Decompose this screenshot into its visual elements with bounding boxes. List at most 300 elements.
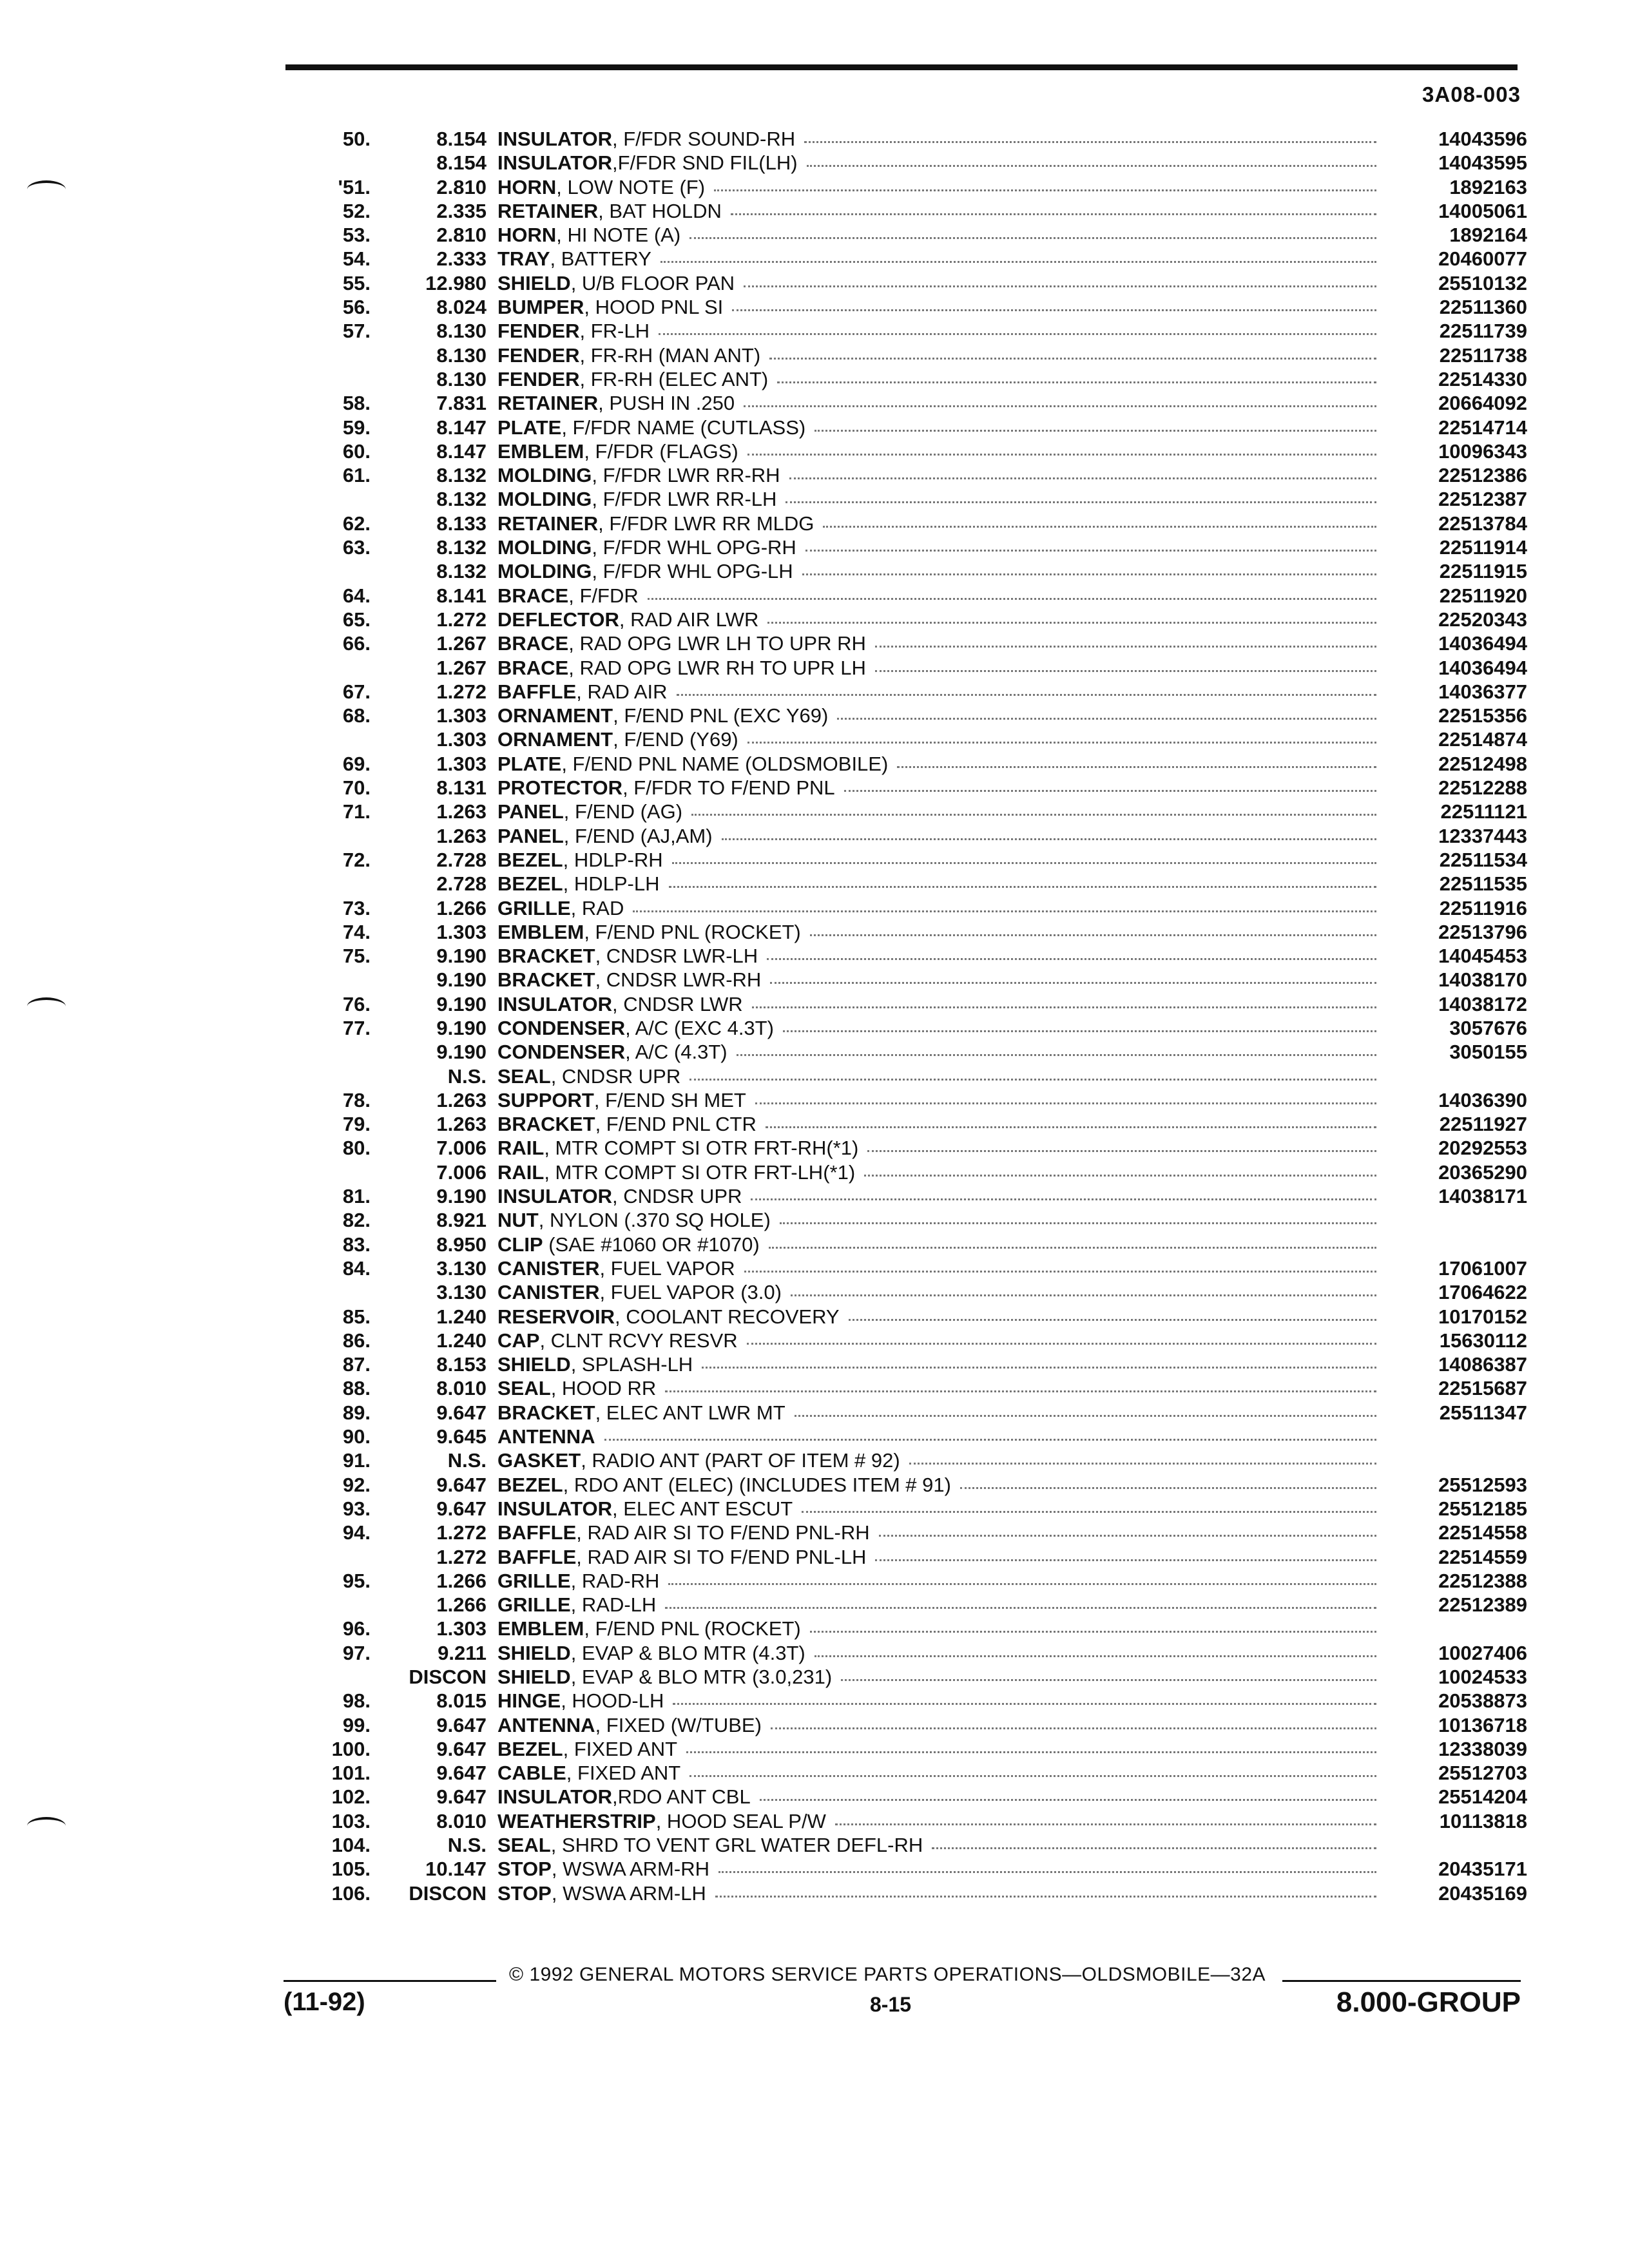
header-rule: [285, 64, 1518, 70]
illustration-reference: 8.950: [436, 1233, 487, 1256]
parts-row: [284, 343, 1527, 367]
dot-leader: [875, 656, 1376, 672]
part-description: [497, 1473, 1385, 1497]
part-name: [497, 1088, 755, 1112]
part-name-text: SEAL: [497, 1834, 551, 1857]
part-name: [497, 151, 807, 175]
part-description: [497, 367, 1385, 391]
part-qualifier: ,RDO ANT CBL: [612, 1785, 751, 1809]
part-qualifier: , F/END SH MET: [593, 1088, 746, 1111]
part-description: [497, 343, 1385, 367]
parts-list: [284, 127, 1527, 1905]
part-name: [497, 968, 770, 992]
part-qualifier: , RAD AIR SI TO F/END PNL-RH: [576, 1521, 870, 1544]
part-name-text: INSULATOR: [497, 128, 612, 150]
part-name: [497, 1737, 686, 1761]
dot-leader: [769, 1233, 1376, 1249]
binder-hole-mark: [27, 1817, 66, 1835]
illustration-reference: 9.190: [436, 1016, 487, 1039]
illustration-reference: N.S.: [447, 1449, 487, 1472]
parts-row: [284, 175, 1527, 199]
part-description: [497, 1376, 1385, 1400]
part-number: 15630112: [1439, 1329, 1527, 1352]
parts-row: [284, 1761, 1527, 1785]
item-number: 53.: [342, 224, 371, 247]
item-number: 62.: [342, 512, 371, 535]
part-description: [497, 1593, 1385, 1617]
item-number: 101.: [331, 1762, 371, 1785]
part-description: [497, 1448, 1385, 1472]
part-qualifier: , RADIO ANT (PART OF ITEM # 92): [581, 1449, 900, 1472]
illustration-reference: 8.130: [436, 343, 487, 367]
dot-leader: [864, 1160, 1376, 1177]
part-name: [497, 704, 837, 727]
part-name-text: GRILLE: [497, 1593, 571, 1617]
part-name: [497, 656, 875, 680]
parts-row: [284, 1064, 1527, 1088]
dot-leader: [879, 1521, 1376, 1537]
part-description: [497, 680, 1385, 704]
part-qualifier: , FR-LH: [579, 320, 650, 343]
item-number: 75.: [342, 945, 371, 968]
illustration-reference: 8.153: [436, 1353, 487, 1376]
part-name-text: SEAL: [497, 1377, 551, 1400]
part-name: [497, 872, 669, 896]
part-number: 22511915: [1439, 560, 1527, 583]
part-description: [497, 848, 1385, 872]
part-name: [497, 1497, 802, 1521]
part-description: [497, 1833, 1385, 1857]
binder-hole-mark: [27, 180, 66, 198]
part-name-text: BRACKET: [497, 1113, 595, 1136]
part-qualifier: , F/END (AJ,AM): [563, 824, 713, 847]
part-qualifier: , RAD AIR SI TO F/END PNL-LH: [576, 1545, 867, 1568]
part-name: [497, 1305, 849, 1329]
illustration-reference: 2.728: [436, 872, 487, 896]
part-description: [497, 1136, 1385, 1160]
part-number: 22511914: [1439, 536, 1527, 559]
parts-row: [284, 920, 1527, 944]
part-qualifier: , F/FDR NAME (CUTLASS): [561, 416, 806, 439]
part-qualifier: , FUEL VAPOR (3.0): [599, 1281, 782, 1304]
dot-leader: [810, 920, 1376, 936]
part-description: [497, 1545, 1385, 1569]
part-qualifier: , SPLASH-LH: [570, 1353, 693, 1376]
illustration-reference: 9.190: [436, 992, 487, 1015]
part-qualifier: , FIXED ANT: [566, 1762, 681, 1785]
part-qualifier: , HOOD PNL SI: [584, 296, 724, 319]
part-qualifier: , FR-RH (MAN ANT): [579, 343, 761, 367]
part-description: [497, 1088, 1385, 1112]
part-description: [497, 1208, 1385, 1232]
part-name: [497, 1256, 744, 1280]
dot-leader: [604, 1425, 1376, 1441]
part-description: [497, 631, 1385, 655]
part-number: 22514874: [1438, 728, 1527, 751]
illustration-reference: 1.240: [436, 1329, 487, 1352]
part-qualifier: , RDO ANT (ELEC) (INCLUDES ITEM # 91): [563, 1473, 951, 1496]
parts-row: [284, 608, 1527, 631]
dot-leader: [849, 1305, 1376, 1321]
item-number: 106.: [331, 1881, 371, 1905]
part-qualifier: (SAE #1060 OR #1070): [543, 1233, 760, 1256]
part-name: [497, 1761, 689, 1785]
part-qualifier: , CNDSR LWR: [612, 992, 743, 1015]
part-number: 17064622: [1438, 1281, 1527, 1304]
item-number: 71.: [342, 800, 371, 823]
dot-leader: [660, 247, 1376, 263]
part-name: [497, 1425, 604, 1448]
part-name: [497, 223, 689, 247]
part-qualifier: , A/C (EXC 4.3T): [625, 1016, 774, 1039]
part-number: 25510132: [1438, 271, 1527, 294]
part-number: 20460077: [1438, 247, 1527, 271]
part-qualifier: , RAD AIR LWR: [619, 608, 759, 631]
part-description: [497, 1497, 1385, 1521]
part-description: [497, 1184, 1385, 1208]
part-name-text: ORNAMENT: [497, 704, 613, 727]
part-number: 22515687: [1438, 1377, 1527, 1400]
illustration-reference: 9.190: [436, 968, 487, 992]
part-qualifier: , F/END PNL (ROCKET): [584, 1617, 801, 1640]
parts-row: [284, 463, 1527, 487]
item-number: 86.: [342, 1329, 371, 1352]
part-description: [497, 1665, 1385, 1689]
part-name: [497, 584, 648, 608]
item-number: 99.: [342, 1713, 371, 1736]
parts-row: [284, 1425, 1527, 1448]
part-description: [497, 1761, 1385, 1785]
illustration-reference: 9.645: [436, 1425, 487, 1448]
part-name-text: ORNAMENT: [497, 728, 613, 751]
dot-leader: [771, 1713, 1376, 1729]
part-name-text: INSULATOR: [497, 1497, 612, 1520]
part-number: 22511121: [1440, 800, 1527, 823]
part-description: [497, 1881, 1385, 1905]
part-qualifier: , F/FDR LWR RR-LH: [592, 488, 777, 511]
document-code: 3A08-003: [1422, 82, 1521, 106]
part-qualifier: , CLNT RCVY RESVR: [539, 1329, 738, 1352]
part-number: 22511535: [1439, 872, 1527, 896]
dot-leader: [732, 295, 1376, 311]
part-name: [497, 416, 815, 439]
part-name-text: BRACKET: [497, 968, 595, 992]
part-description: [497, 512, 1385, 535]
dot-leader: [844, 776, 1376, 792]
part-qualifier: , F/FDR WHL OPG-RH: [592, 536, 796, 559]
item-number: 82.: [342, 1209, 371, 1232]
item-number: 55.: [342, 271, 371, 294]
part-qualifier: , CNDSR LWR-RH: [595, 968, 762, 992]
dot-leader: [780, 1208, 1376, 1224]
parts-row: [284, 1737, 1527, 1761]
parts-row: [284, 1857, 1527, 1881]
dot-leader: [715, 1881, 1376, 1898]
illustration-reference: 8.132: [436, 464, 487, 487]
part-number: 22512498: [1438, 752, 1527, 775]
illustration-reference: 7.831: [436, 392, 487, 415]
illustration-reference: 9.190: [436, 1185, 487, 1208]
dot-leader: [747, 727, 1376, 744]
parts-row: [284, 535, 1527, 559]
part-name: [497, 319, 659, 343]
part-qualifier: , ELEC ANT LWR MT: [595, 1401, 786, 1424]
part-name: [497, 1473, 960, 1497]
part-number: 20664092: [1438, 392, 1527, 415]
parts-row: [284, 968, 1527, 992]
part-number: 20435169: [1438, 1881, 1527, 1905]
illustration-reference: 9.190: [436, 945, 487, 968]
item-number: 54.: [342, 247, 371, 271]
parts-row: [284, 727, 1527, 751]
part-qualifier: , HDLP-LH: [563, 872, 660, 896]
dot-leader: [669, 872, 1377, 888]
part-number: 1892163: [1449, 175, 1527, 198]
part-number: 22515356: [1438, 704, 1527, 727]
parts-row: [284, 1305, 1527, 1329]
part-name-text: MOLDING: [497, 488, 592, 511]
illustration-reference: 1.266: [436, 1593, 487, 1617]
item-number: 56.: [342, 296, 371, 319]
parts-row: [284, 1329, 1527, 1352]
illustration-reference: 8.147: [436, 416, 487, 439]
part-name-text: RAIL: [497, 1160, 545, 1184]
part-name: [497, 631, 875, 655]
part-name-text: FENDER: [497, 367, 580, 390]
part-name-text: BEZEL: [497, 1737, 563, 1760]
parts-row: [284, 872, 1527, 896]
dot-leader: [686, 1737, 1376, 1753]
part-description: [497, 656, 1385, 680]
illustration-reference: 1.266: [436, 1569, 487, 1592]
part-qualifier: , HOOD-LH: [561, 1689, 664, 1713]
part-name: [497, 608, 767, 631]
illustration-reference: 8.132: [436, 536, 487, 559]
dot-leader: [804, 127, 1376, 143]
parts-row: [284, 439, 1527, 463]
part-number: 10113818: [1439, 1809, 1527, 1832]
part-name-text: BUMPER: [497, 296, 584, 319]
illustration-reference: N.S.: [447, 1064, 487, 1088]
dot-leader: [897, 752, 1376, 768]
part-qualifier: , HI NOTE (A): [556, 224, 681, 247]
dot-leader: [791, 1280, 1376, 1296]
dot-leader: [668, 1569, 1376, 1585]
illustration-reference: 8.130: [436, 320, 487, 343]
illustration-reference: 9.190: [436, 1041, 487, 1064]
part-name-text: HORN: [497, 175, 557, 198]
part-number: 14043595: [1438, 151, 1527, 175]
part-name: [497, 920, 810, 944]
part-number: 22514330: [1438, 367, 1527, 390]
part-qualifier: , F/END (Y69): [613, 728, 738, 751]
part-name-text: HINGE: [497, 1689, 561, 1713]
item-number: 84.: [342, 1256, 371, 1280]
part-name: [497, 343, 769, 367]
illustration-reference: 2.728: [436, 848, 487, 871]
part-number: 22514558: [1438, 1521, 1527, 1544]
illustration-reference: 8.154: [436, 151, 487, 175]
parts-row: [284, 512, 1527, 535]
part-name: [497, 1064, 689, 1088]
item-number: 67.: [342, 680, 371, 703]
part-name-text: PLATE: [497, 416, 562, 439]
part-name: [497, 1016, 783, 1040]
parts-row: [284, 1401, 1527, 1425]
page-number: 8-15: [870, 1993, 912, 2016]
part-description: [497, 1785, 1385, 1809]
dot-leader: [744, 271, 1376, 287]
parts-row: [284, 559, 1527, 583]
parts-row: [284, 1569, 1527, 1593]
part-name: [497, 1112, 766, 1136]
illustration-reference: 10.147: [425, 1858, 487, 1881]
dot-leader: [718, 1857, 1376, 1873]
part-description: [497, 896, 1385, 920]
part-number: 14038172: [1438, 992, 1527, 1015]
illustration-reference: 1.303: [436, 1617, 487, 1640]
part-name-text: BRACKET: [497, 945, 595, 968]
part-name: [497, 824, 722, 848]
item-number: 87.: [342, 1353, 371, 1376]
part-name-text: BEZEL: [497, 1473, 563, 1496]
part-name: [497, 1040, 737, 1064]
part-qualifier: , CNDSR LWR-LH: [595, 945, 758, 968]
item-number: 96.: [342, 1617, 371, 1640]
dot-leader: [744, 1256, 1376, 1273]
parts-row: [284, 1497, 1527, 1521]
dot-leader: [875, 1545, 1376, 1561]
part-number: 25512703: [1438, 1762, 1527, 1785]
part-description: [497, 416, 1385, 439]
binder-hole-mark: [27, 997, 66, 1015]
part-name-text: EMBLEM: [497, 439, 584, 463]
part-qualifier: , F/FDR WHL OPG-LH: [592, 560, 793, 583]
parts-row: [284, 704, 1527, 727]
part-number: 25511347: [1439, 1401, 1527, 1424]
part-description: [497, 608, 1385, 631]
part-name-text: BRACE: [497, 584, 569, 607]
part-name-text: BAFFLE: [497, 1521, 577, 1544]
item-number: 76.: [342, 992, 371, 1015]
part-description: [497, 1521, 1385, 1544]
part-name-text: BEZEL: [497, 872, 563, 896]
dot-leader: [722, 824, 1376, 840]
part-number: 10136718: [1438, 1713, 1527, 1736]
part-number: 22511738: [1439, 343, 1527, 367]
part-description: [497, 1569, 1385, 1593]
part-name-text: RETAINER: [497, 199, 599, 222]
parts-row: [284, 1881, 1527, 1905]
parts-row: [284, 1040, 1527, 1064]
dot-leader: [672, 848, 1376, 864]
parts-row: [284, 752, 1527, 776]
part-qualifier: , RAD OPG LWR LH TO UPR RH: [568, 632, 866, 655]
illustration-reference: 9.647: [436, 1497, 487, 1520]
part-qualifier: , F/END PNL (ROCKET): [584, 920, 801, 943]
part-number: 3057676: [1449, 1016, 1527, 1039]
illustration-reference: 7.006: [436, 1160, 487, 1184]
part-name: [497, 199, 731, 223]
part-number: 10096343: [1438, 439, 1527, 463]
part-name: [497, 1713, 771, 1737]
parts-row: [284, 151, 1527, 175]
part-name: [497, 1545, 875, 1569]
part-qualifier: , WSWA ARM-RH: [551, 1858, 709, 1881]
illustration-reference: 2.335: [436, 199, 487, 222]
part-number: 25514204: [1438, 1785, 1527, 1809]
part-description: [497, 439, 1385, 463]
part-qualifier: , RAD: [570, 896, 624, 919]
item-number: 58.: [342, 392, 371, 415]
dot-leader: [673, 1689, 1376, 1705]
dot-leader: [795, 1401, 1376, 1417]
dot-leader: [737, 1040, 1376, 1056]
part-description: [497, 1352, 1385, 1376]
parts-row: [284, 1112, 1527, 1136]
illustration-reference: 8.015: [436, 1689, 487, 1713]
item-number: 65.: [342, 608, 371, 631]
part-name-text: STOP: [497, 1881, 552, 1905]
illustration-reference: 1.263: [436, 824, 487, 847]
part-number: 1892164: [1449, 224, 1527, 247]
part-qualifier: , HDLP-RH: [563, 848, 663, 871]
parts-row: [284, 416, 1527, 439]
parts-row: [284, 584, 1527, 608]
part-name-text: FENDER: [497, 343, 580, 367]
part-description: [497, 584, 1385, 608]
part-name-text: BEZEL: [497, 848, 563, 871]
part-number: 25512185: [1438, 1497, 1527, 1520]
part-qualifier: , MTR COMPT SI OTR FRT-LH(*1): [544, 1160, 856, 1184]
item-number: 91.: [342, 1449, 371, 1472]
part-name: [497, 1569, 668, 1593]
part-name-text: CABLE: [497, 1762, 566, 1785]
part-name: [497, 896, 633, 920]
dot-leader: [659, 319, 1376, 335]
part-name-text: CAP: [497, 1329, 540, 1352]
part-name: [497, 559, 802, 583]
part-name-text: PLATE: [497, 752, 562, 775]
part-number: 14038171: [1438, 1185, 1527, 1208]
parts-row: [284, 223, 1527, 247]
part-name-text: ANTENNA: [497, 1713, 595, 1736]
part-number: 14038170: [1438, 968, 1527, 992]
part-description: [497, 199, 1385, 223]
part-number: 14036494: [1438, 632, 1527, 655]
part-number: 22514714: [1438, 416, 1527, 439]
dot-leader: [665, 1593, 1376, 1609]
parts-row: [284, 1136, 1527, 1160]
part-name: [497, 752, 897, 776]
illustration-reference: 7.006: [436, 1137, 487, 1160]
parts-row: [284, 1016, 1527, 1040]
illustration-reference: 1.263: [436, 1088, 487, 1111]
part-description: [497, 1016, 1385, 1040]
part-description: [497, 223, 1385, 247]
part-qualifier: , LOW NOTE (F): [556, 175, 706, 198]
part-number: 12338039: [1438, 1737, 1527, 1760]
parts-row: [284, 1617, 1527, 1640]
parts-row: [284, 631, 1527, 655]
dot-leader: [689, 223, 1376, 239]
parts-row: [284, 367, 1527, 391]
part-name: [497, 1881, 715, 1905]
part-qualifier: , NYLON (.370 SQ HOLE): [538, 1209, 771, 1232]
part-qualifier: , COOLANT RECOVERY: [615, 1305, 840, 1328]
dot-leader: [815, 416, 1376, 432]
parts-row: [284, 1593, 1527, 1617]
